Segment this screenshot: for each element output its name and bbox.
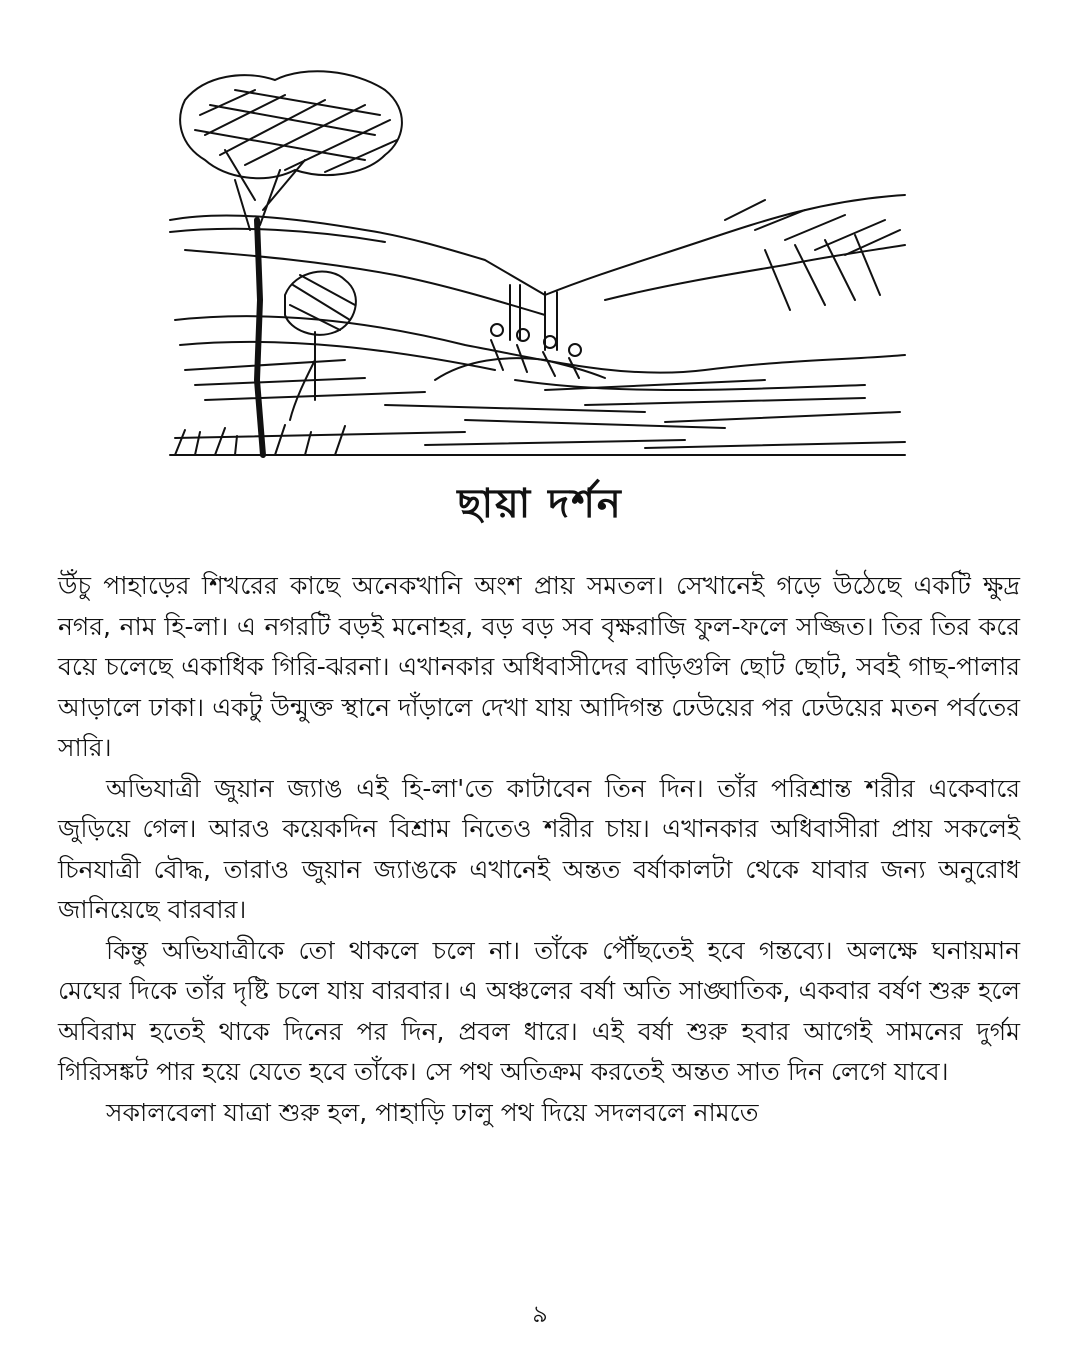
paragraph: কিন্তু অভিযাত্রীকে তো থাকলে চলে না। তাঁকে পৌঁছতেই হবে গন্তব্যে। অলক্ষে ঘনায়মান মেঘের দিকে তাঁর দৃষ্টি চলে যায় বারবার। এ অঞ্চলের বর্ষা অতি সাঙ্ঘাতিক, একবার বর্ষণ শুরু হলে অবিরাম হতেই থাকে দিনের পর দিন, প্রবল ধারে। এই বর্ষা শুরু হবার আগেই সামনের দুর্গম গিরিসঙ্কট পার হয়ে যেতে হবে তাঁকে। সে পথ অতিক্রম করতেই অন্তত সাত দিন লেগে যাবে। [58, 935, 1020, 1086]
illustration [165, 60, 910, 465]
page-number: ৯ [532, 1300, 548, 1328]
chapter-title: ছায়া দর্শন [457, 481, 623, 527]
paragraph: উঁচু পাহাড়ের শিখরের কাছে অনেকখানি অংশ প্রায় সমতল। সেখানেই গড়ে উঠেছে একটি ক্ষুদ্র নগর, নাম হি-লা। এ নগরটি বড়ই মনোহর, বড় বড় সব বৃক্ষরাজি ফুল-ফলে সজ্জিত। তির তির করে বয়ে চলেছে একাধিক গিরি-ঝরনা। এখানকার অধিবাসীদের বাড়িগুলি ছোট ছোট, সবই গাছ-পালার আড়ালে ঢাকা। একটু উন্মুক্ত স্থানে দাঁড়ালে দেখা যায় আদিগন্ত ঢেউয়ের পর ঢেউয়ের মতন পর্বতের সারি। [58, 571, 1020, 762]
paragraph: অভিযাত্রী জুয়ান জ্যাঙ এই হি-লা'তে কাটাবেন তিন দিন। তাঁর পরিশ্রান্ত শরীর একেবারে জুড়িয়ে গেল। আরও কয়েকদিন বিশ্রাম নিতেও শরীর চায়। এখানকার অধিবাসীরা প্রায় সকলেই চিনযাত্রী বৌদ্ধ, তারাও জুয়ান জ্যাঙকে এখানেই অন্তত বর্ষাকালটা থেকে যাবার জন্য অনুরোধ জানিয়েছে বারবার। [58, 773, 1020, 924]
paragraph: সকালবেলা যাত্রা শুরু হল, পাহাড়ি ঢালু পথ দিয়ে সদলবলে নামতে [106, 1097, 759, 1127]
body-text [58, 566, 1020, 1133]
hill-landscape-sketch-icon [165, 60, 910, 465]
